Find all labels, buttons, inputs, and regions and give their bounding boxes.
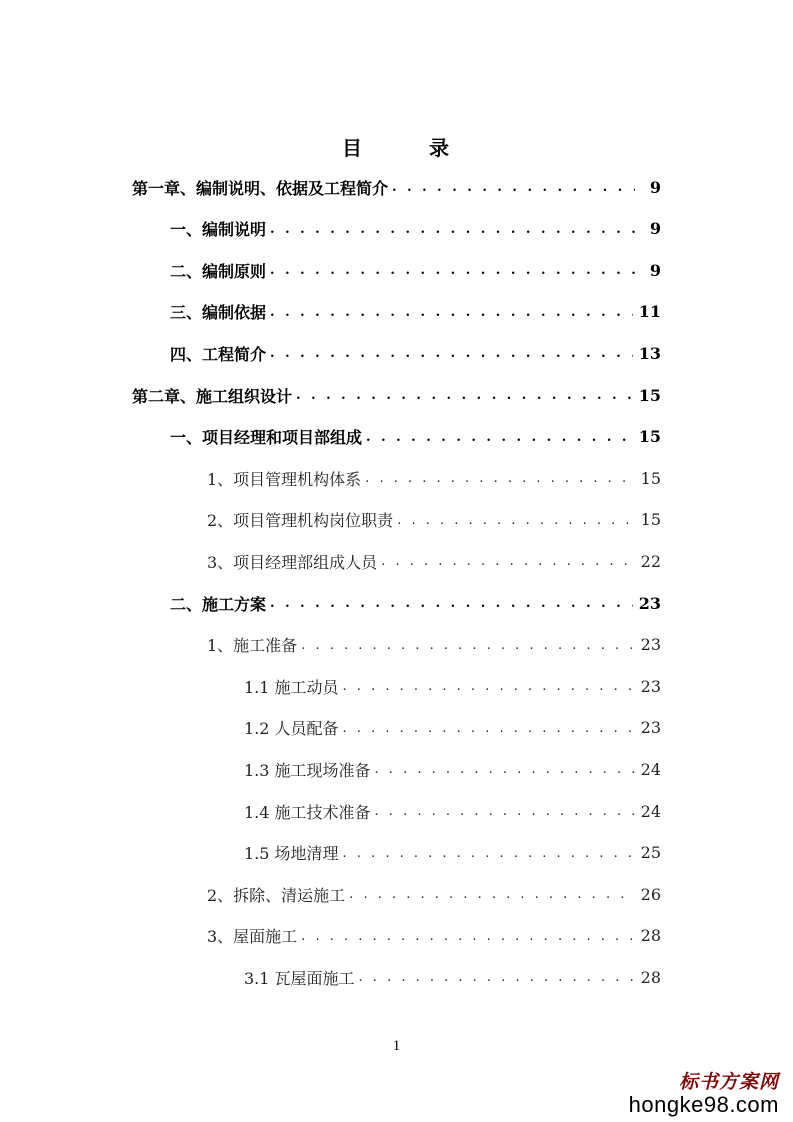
toc-entry[interactable] bbox=[170, 423, 661, 451]
toc-entry[interactable] bbox=[207, 547, 661, 575]
toc-entry-page: 11 bbox=[638, 302, 661, 322]
toc-title: 目 录 bbox=[342, 136, 479, 160]
watermark-chinese: 标书方案网 bbox=[678, 1070, 779, 1093]
toc-entry-label: 四、工程简介 bbox=[170, 344, 267, 364]
toc-leader-dots bbox=[375, 797, 635, 825]
toc-entry-page: 25 bbox=[640, 843, 661, 863]
toc-entry-label: 3、屋面施工 bbox=[207, 927, 298, 947]
toc-entry-page: 24 bbox=[640, 759, 661, 779]
toc-entry-label: 三、编制依据 bbox=[170, 303, 267, 323]
toc-entry[interactable] bbox=[170, 339, 661, 367]
toc-leader-dots bbox=[270, 256, 635, 284]
toc-entry[interactable] bbox=[170, 256, 661, 284]
toc-entry-label: 一、项目经理和项目部组成 bbox=[170, 428, 363, 448]
toc-entry-page: 15 bbox=[640, 468, 661, 488]
watermark bbox=[628, 1070, 779, 1117]
toc-leader-dots bbox=[270, 589, 633, 617]
toc-leader-dots bbox=[375, 755, 635, 783]
toc-entry-label: 1.4 施工技术准备 bbox=[244, 802, 371, 822]
toc-leader-dots bbox=[301, 631, 634, 659]
toc-entry-page: 22 bbox=[640, 551, 661, 571]
toc-entry[interactable] bbox=[170, 589, 661, 617]
toc-entry-page: 9 bbox=[649, 177, 661, 197]
toc-entry-page: 23 bbox=[638, 593, 661, 613]
toc-leader-dots bbox=[343, 714, 635, 742]
toc-entry-page: 28 bbox=[640, 926, 661, 946]
toc-entry-label: 二、施工方案 bbox=[170, 594, 267, 614]
toc-entry[interactable] bbox=[207, 631, 661, 659]
toc-entry-page: 23 bbox=[640, 718, 661, 738]
toc-entry[interactable] bbox=[244, 839, 661, 867]
toc-entry[interactable] bbox=[244, 672, 661, 700]
toc-leader-dots bbox=[381, 547, 634, 575]
toc-entry-label: 1.2 人员配备 bbox=[244, 719, 339, 739]
toc-entry-label: 1.3 施工现场准备 bbox=[244, 760, 371, 780]
toc-leader-dots bbox=[270, 298, 633, 326]
toc-entry[interactable] bbox=[132, 381, 661, 409]
toc-entry[interactable] bbox=[207, 506, 661, 534]
toc-entry-page: 26 bbox=[640, 884, 661, 904]
toc-entry[interactable] bbox=[244, 755, 661, 783]
toc-leader-dots bbox=[301, 922, 634, 950]
toc-entry[interactable] bbox=[244, 963, 661, 991]
toc-entry-label: 二、编制原则 bbox=[170, 261, 267, 281]
toc-entry[interactable] bbox=[207, 880, 661, 908]
toc-entry-page: 9 bbox=[649, 219, 661, 239]
toc-entry-page: 23 bbox=[640, 635, 661, 655]
toc-entry-page: 9 bbox=[649, 260, 661, 280]
toc-entry-label: 1.1 施工动员 bbox=[244, 677, 339, 697]
toc-leader-dots bbox=[296, 381, 633, 409]
toc-leader-dots bbox=[343, 839, 635, 867]
toc-entry-label: 第二章、施工组织设计 bbox=[132, 386, 293, 406]
toc-leader-dots bbox=[270, 339, 633, 367]
toc-entry-page: 24 bbox=[640, 801, 661, 821]
toc-entry[interactable] bbox=[207, 922, 661, 950]
toc-entry-page: 15 bbox=[640, 510, 661, 530]
watermark-domain: hongke98.com bbox=[628, 1091, 779, 1117]
toc-entry-label: 3.1 瓦屋面施工 bbox=[244, 968, 355, 988]
toc-leader-dots bbox=[349, 880, 634, 908]
toc-entry-page: 13 bbox=[638, 343, 661, 363]
toc-entry-label: 2、拆除、清运施工 bbox=[207, 885, 346, 905]
toc-entry[interactable] bbox=[244, 714, 661, 742]
toc-entry[interactable] bbox=[170, 215, 661, 243]
toc-entry-label: 1.5 场地清理 bbox=[244, 844, 339, 864]
toc-entry[interactable] bbox=[132, 173, 661, 201]
toc-entry-label: 2、项目管理机构岗位职责 bbox=[207, 511, 394, 531]
toc-entry-label: 一、编制说明 bbox=[170, 220, 267, 240]
toc-leader-dots bbox=[397, 506, 634, 534]
toc-leader-dots bbox=[365, 464, 634, 492]
toc-entry[interactable] bbox=[207, 464, 661, 492]
page-number: 1 bbox=[392, 1038, 401, 1054]
toc-leader-dots bbox=[359, 963, 635, 991]
toc-leader-dots bbox=[270, 215, 635, 243]
toc-entry-label: 3、项目经理部组成人员 bbox=[207, 552, 378, 572]
toc-entry-page: 15 bbox=[638, 385, 661, 405]
toc-entry[interactable] bbox=[170, 298, 661, 326]
toc-leader-dots bbox=[343, 672, 635, 700]
toc-leader-dots bbox=[366, 423, 633, 451]
toc-entry-page: 28 bbox=[640, 967, 661, 987]
toc-entry-page: 15 bbox=[638, 427, 661, 447]
toc-entry[interactable] bbox=[244, 797, 661, 825]
toc-entry-label: 第一章、编制说明、依据及工程简介 bbox=[132, 178, 389, 198]
toc-leader-dots bbox=[392, 173, 635, 201]
toc-entry-page: 23 bbox=[640, 676, 661, 696]
toc-entry-label: 1、项目管理机构体系 bbox=[207, 469, 362, 489]
toc-entry-label: 1、施工准备 bbox=[207, 636, 298, 656]
